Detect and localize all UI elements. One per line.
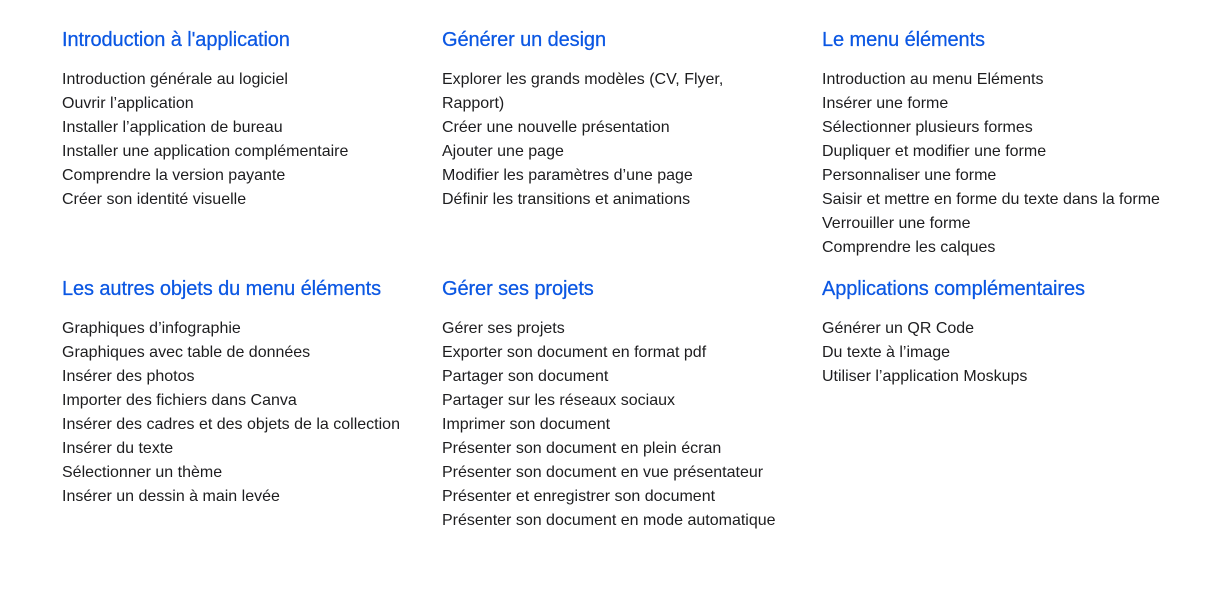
lesson-list <box>442 317 822 533</box>
lesson-link[interactable]: Présenter son document en mode automatique <box>442 512 776 529</box>
lesson-link[interactable]: Importer des fichiers dans Canva <box>62 392 297 409</box>
lesson-list <box>822 68 1182 260</box>
lesson-link[interactable]: Dupliquer et modifier une forme <box>822 143 1047 160</box>
lesson-link[interactable]: Du texte à l’image <box>822 344 951 361</box>
section-introduction <box>62 24 442 260</box>
lesson-link[interactable]: Ajouter une page <box>442 143 564 160</box>
lesson-link[interactable]: Explorer les grands modèles (CV, Flyer, Rapport) <box>442 71 724 112</box>
lesson-link[interactable]: Insérer une forme <box>822 95 949 112</box>
course-sections-grid <box>62 24 1182 533</box>
lesson-link[interactable]: Graphiques avec table de données <box>62 344 311 361</box>
lesson-link[interactable]: Créer une nouvelle présentation <box>442 119 670 136</box>
lesson-link[interactable]: Installer l’application de bureau <box>62 119 283 136</box>
lesson-link[interactable]: Modifier les paramètres d’une page <box>442 167 693 184</box>
lesson-list <box>442 68 822 212</box>
section-applications-complementaires <box>822 273 1182 533</box>
lesson-link[interactable]: Insérer du texte <box>62 440 174 457</box>
lesson-list <box>62 317 442 509</box>
lesson-link[interactable]: Présenter et enregistrer son document <box>442 488 716 505</box>
lesson-link[interactable]: Saisir et mettre en forme du texte dans la forme <box>822 191 1160 208</box>
lesson-link[interactable]: Définir les transitions et animations <box>442 191 691 208</box>
lesson-link[interactable]: Sélectionner plusieurs formes <box>822 119 1033 136</box>
section-title[interactable]: Les autres objets du menu éléments <box>62 278 382 300</box>
section-title[interactable]: Gérer ses projets <box>442 278 594 300</box>
section-gerer-projets <box>442 273 822 533</box>
section-generer-design <box>442 24 822 260</box>
lesson-link[interactable]: Utiliser l’application Moskups <box>822 368 1028 385</box>
lesson-link[interactable]: Imprimer son document <box>442 416 611 433</box>
lesson-link[interactable]: Introduction générale au logiciel <box>62 71 288 88</box>
lesson-link[interactable]: Graphiques d’infographie <box>62 320 241 337</box>
section-title[interactable]: Introduction à l'application <box>62 29 290 51</box>
lesson-link[interactable]: Verrouiller une forme <box>822 215 971 232</box>
lesson-link[interactable]: Partager son document <box>442 368 609 385</box>
lesson-link[interactable]: Introduction au menu Eléments <box>822 71 1044 88</box>
section-title[interactable]: Applications complémentaires <box>822 278 1085 300</box>
section-title[interactable]: Générer un design <box>442 29 606 51</box>
section-title[interactable]: Le menu éléments <box>822 29 985 51</box>
lesson-link[interactable]: Sélectionner un thème <box>62 464 223 481</box>
lesson-link[interactable]: Présenter son document en plein écran <box>442 440 722 457</box>
lesson-link[interactable]: Insérer des photos <box>62 368 195 385</box>
lesson-list <box>822 317 1182 389</box>
lesson-link[interactable]: Gérer ses projets <box>442 320 565 337</box>
lesson-link[interactable]: Personnaliser une forme <box>822 167 997 184</box>
lesson-link[interactable]: Insérer des cadres et des objets de la collection <box>62 416 400 433</box>
lesson-list <box>62 68 442 212</box>
lesson-link[interactable]: Partager sur les réseaux sociaux <box>442 392 675 409</box>
lesson-link[interactable]: Générer un QR Code <box>822 320 975 337</box>
lesson-link[interactable]: Comprendre la version payante <box>62 167 286 184</box>
lesson-link[interactable]: Comprendre les calques <box>822 239 996 256</box>
lesson-link[interactable]: Ouvrir l’application <box>62 95 194 112</box>
section-menu-elements <box>822 24 1182 260</box>
lesson-link[interactable]: Présenter son document en vue présentateur <box>442 464 764 481</box>
section-autres-objets <box>62 273 442 533</box>
lesson-link[interactable]: Insérer un dessin à main levée <box>62 488 280 505</box>
lesson-link[interactable]: Installer une application complémentaire <box>62 143 349 160</box>
lesson-link[interactable]: Exporter son document en format pdf <box>442 344 707 361</box>
lesson-link[interactable]: Créer son identité visuelle <box>62 191 247 208</box>
